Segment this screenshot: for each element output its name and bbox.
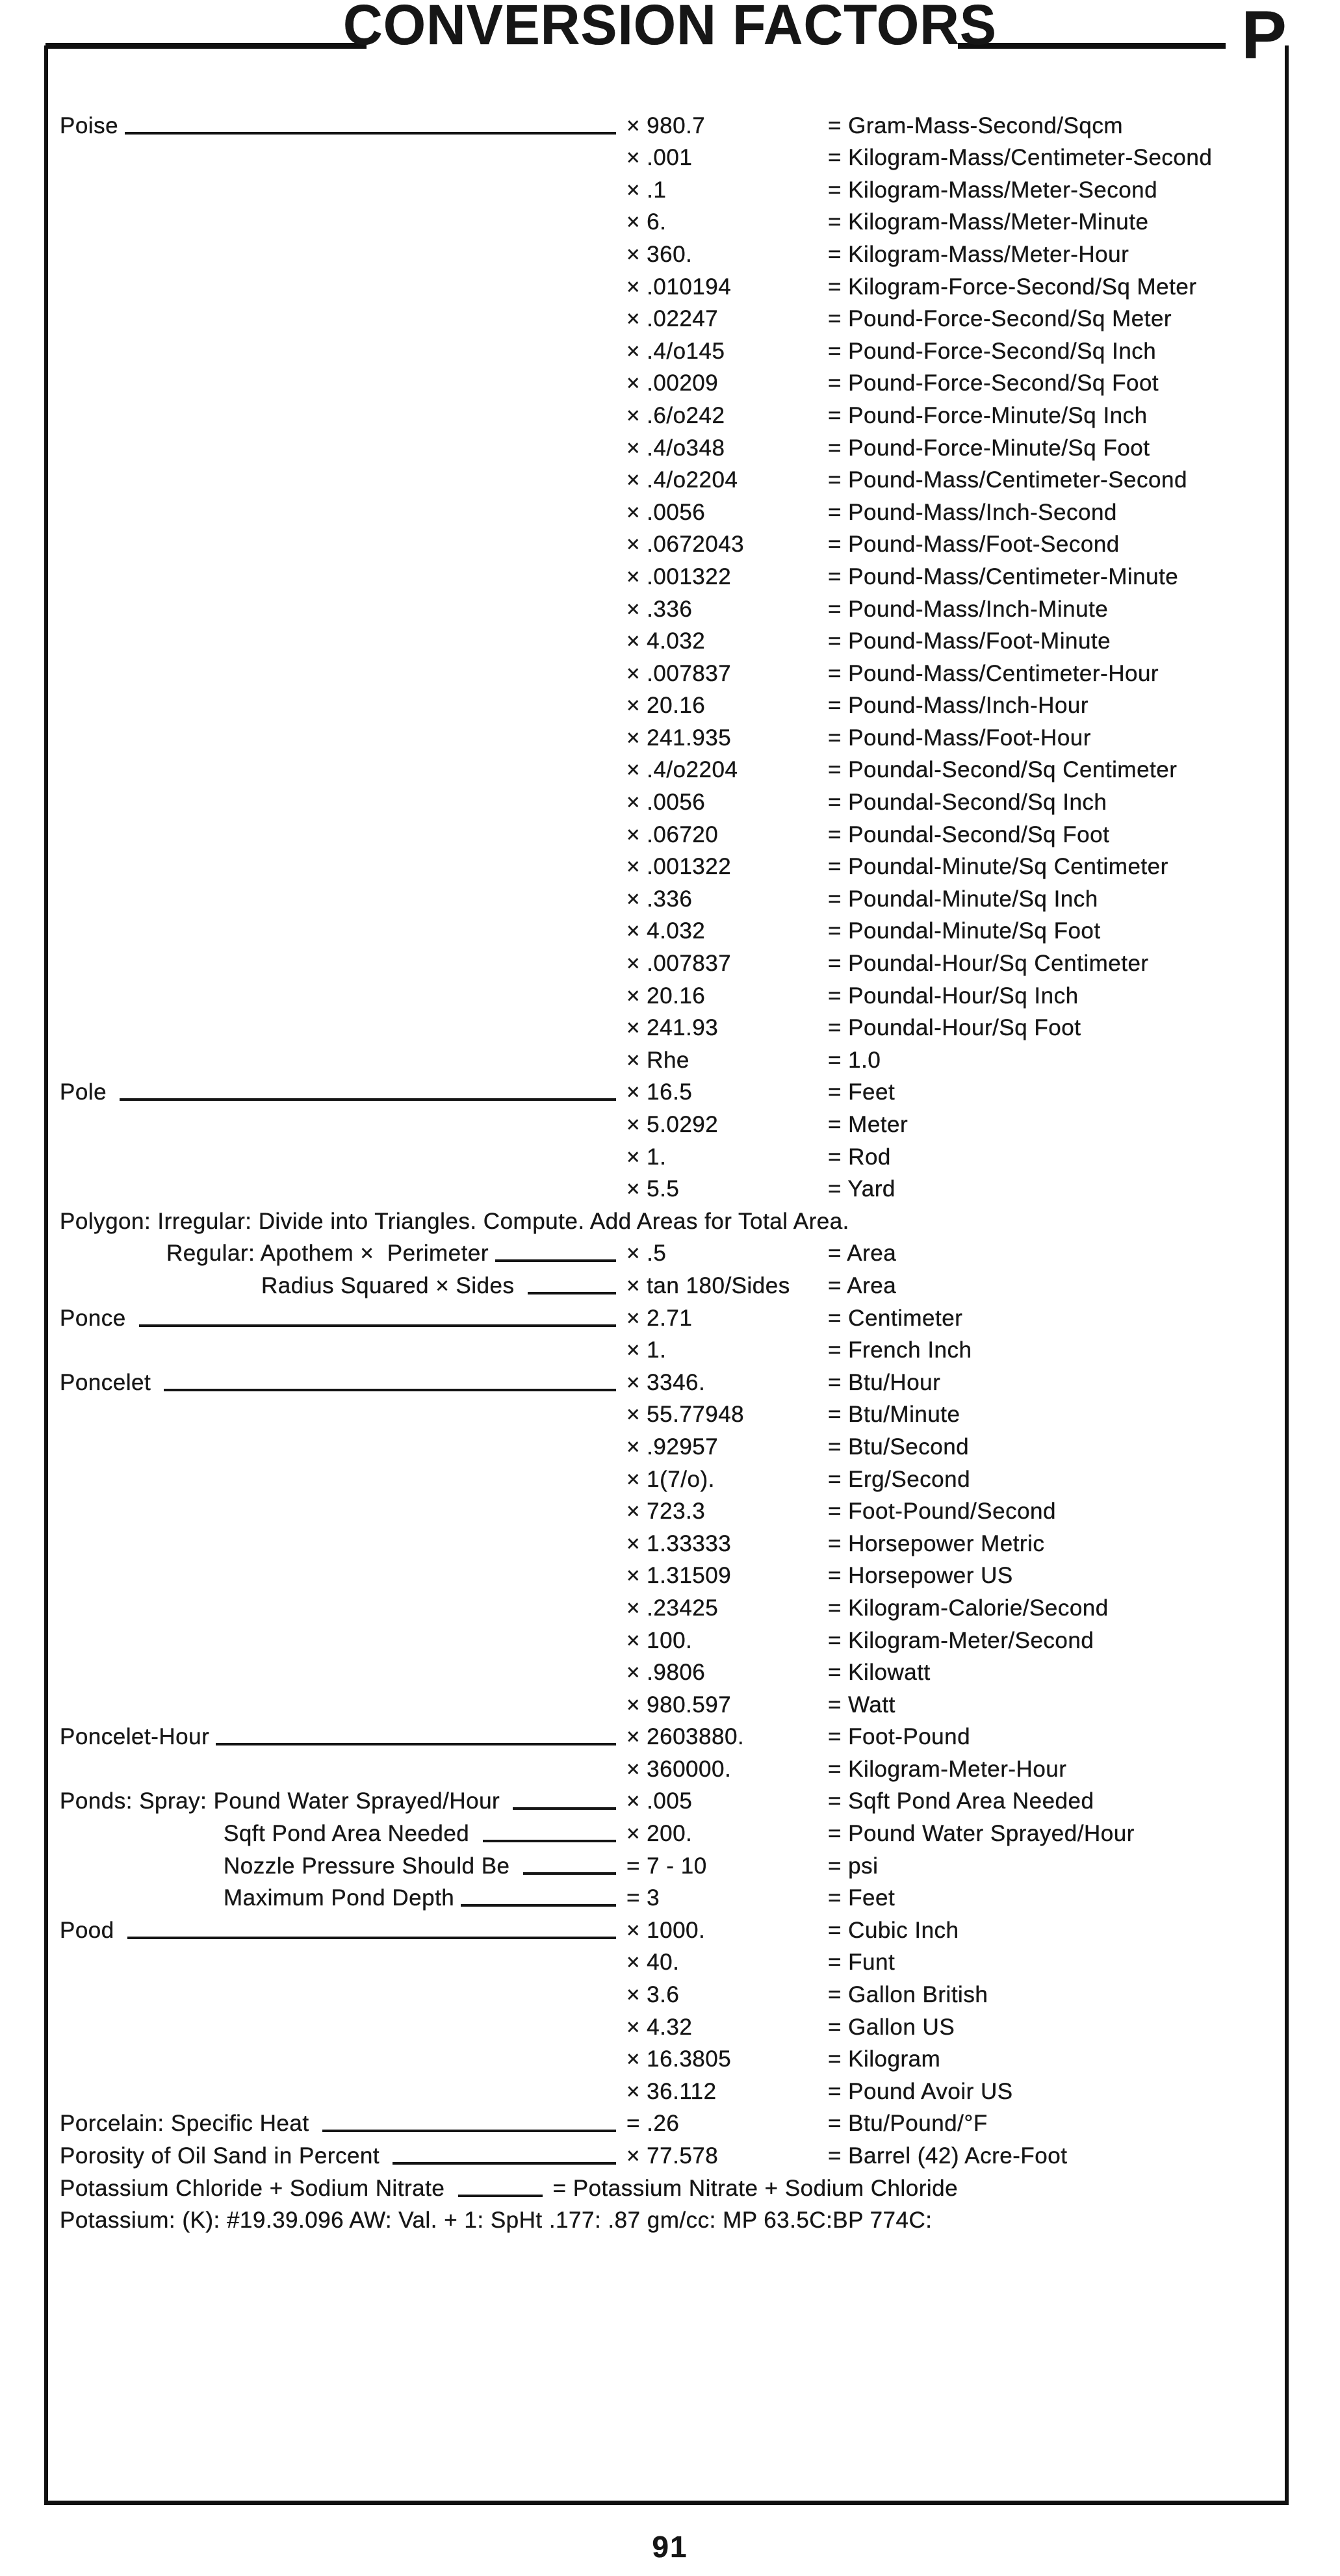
result-value: = Meter bbox=[828, 1112, 908, 1137]
result-value: = Pound-Mass/Foot-Second bbox=[828, 532, 1120, 558]
factor-value: × .005 bbox=[626, 1788, 693, 1814]
result-value: = Poundal-Second/Sq Inch bbox=[828, 790, 1107, 816]
conversion-row bbox=[48, 1333, 1285, 1365]
result-value: = Yard bbox=[828, 1176, 895, 1202]
factor-value: × .0056 bbox=[626, 790, 706, 816]
label-cell bbox=[60, 1916, 626, 1945]
fill-rule bbox=[125, 132, 616, 135]
result-value: = Area bbox=[828, 1272, 897, 1298]
label-cell bbox=[60, 1787, 626, 1816]
conversion-row bbox=[48, 302, 1285, 334]
result-value: = Rod bbox=[828, 1144, 891, 1170]
result-value: = psi bbox=[828, 1853, 879, 1879]
result-value: = Feet bbox=[828, 1079, 895, 1105]
factor-value: × 20.16 bbox=[626, 693, 706, 719]
conversion-row bbox=[48, 1558, 1285, 1591]
factor-value: × 77.578 bbox=[626, 2143, 719, 2169]
result-value: = Barrel (42) Acre-Foot bbox=[828, 2143, 1068, 2169]
fill-rule bbox=[139, 1324, 616, 1327]
conversion-row bbox=[48, 1623, 1285, 1655]
factor-value: × .001322 bbox=[626, 563, 732, 589]
result-value: = Horsepower Metric bbox=[828, 1530, 1045, 1556]
result-value: = Poundal-Minute/Sq Inch bbox=[828, 886, 1098, 912]
factor-value: × 1(7/o). bbox=[626, 1466, 715, 1492]
result-value: = Kilogram-Meter/Second bbox=[828, 1627, 1094, 1653]
conversion-row bbox=[48, 1590, 1285, 1623]
label-cell bbox=[60, 1272, 626, 1300]
result-value: = Pound-Mass/Centimeter-Minute bbox=[828, 563, 1179, 589]
label-cell bbox=[60, 1852, 626, 1881]
label-cell bbox=[60, 1369, 626, 1397]
factor-value: × .02247 bbox=[626, 306, 719, 332]
result-value: = Poundal-Hour/Sq Inch bbox=[828, 983, 1079, 1009]
term-label: Porosity of Oil Sand in Percent bbox=[60, 2143, 387, 2169]
fill-rule bbox=[458, 2195, 543, 2197]
factor-value: × tan 180/Sides bbox=[626, 1272, 790, 1298]
conversion-row bbox=[48, 1011, 1285, 1043]
factor-value: × 6. bbox=[626, 209, 667, 235]
conversion-row bbox=[48, 1365, 1285, 1397]
factor-value: × .6/o242 bbox=[626, 402, 725, 428]
fill-rule bbox=[216, 1743, 616, 1745]
factor-value: × .007837 bbox=[626, 951, 732, 977]
term-label: Maximum Pond Depth bbox=[224, 1885, 455, 1911]
conversion-row bbox=[48, 849, 1285, 882]
fill-rule bbox=[523, 1872, 616, 1875]
result-value: = Poundal-Minute/Sq Foot bbox=[828, 918, 1101, 944]
conversion-row bbox=[48, 269, 1285, 302]
conversion-row bbox=[48, 108, 1285, 140]
term-label: Poise bbox=[60, 112, 119, 138]
conversion-row bbox=[48, 495, 1285, 527]
factor-value: × 4.032 bbox=[626, 918, 706, 944]
term-label: Poncelet bbox=[60, 1369, 158, 1395]
result-value: = Watt bbox=[828, 1692, 895, 1718]
conversion-row bbox=[48, 1397, 1285, 1430]
factor-value: × .001 bbox=[626, 145, 693, 171]
conversion-row bbox=[48, 2009, 1285, 2042]
factor-value: × 980.597 bbox=[626, 1692, 732, 1718]
factor-value: × 5.0292 bbox=[626, 1112, 719, 1137]
conversion-row bbox=[48, 688, 1285, 721]
conversion-row bbox=[48, 1494, 1285, 1526]
result-value: = 1.0 bbox=[828, 1047, 881, 1073]
fill-rule bbox=[495, 1259, 616, 1262]
conversion-row bbox=[48, 398, 1285, 430]
conversion-row bbox=[48, 656, 1285, 688]
term-label: Ponds: Spray: Pound Water Sprayed/Hour bbox=[60, 1788, 507, 1814]
factor-value: × 1.33333 bbox=[626, 1530, 732, 1556]
term-label: Nozzle Pressure Should Be bbox=[224, 1853, 517, 1879]
term-label: Ponce bbox=[60, 1305, 133, 1331]
conversion-row bbox=[48, 978, 1285, 1011]
conversion-row bbox=[48, 527, 1285, 560]
factor-value: × .0056 bbox=[626, 499, 706, 525]
fill-rule bbox=[120, 1098, 616, 1101]
term-label: Poncelet-Hour bbox=[60, 1724, 210, 1750]
result-value: = Btu/Hour bbox=[828, 1369, 941, 1395]
factor-value: × .4/o2204 bbox=[626, 467, 738, 493]
conversion-row bbox=[48, 2074, 1285, 2106]
factor-value: × .4/o145 bbox=[626, 338, 725, 364]
conversion-table bbox=[48, 108, 1285, 2235]
conversion-row bbox=[48, 753, 1285, 785]
term-label: Regular: Apothem × Perimeter bbox=[166, 1241, 489, 1267]
conversion-row bbox=[48, 1977, 1285, 2009]
factor-value: × 3346. bbox=[626, 1369, 706, 1395]
factor-value: × 241.93 bbox=[626, 1015, 719, 1041]
result-value: = Kilogram-Meter-Hour bbox=[828, 1756, 1067, 1782]
conversion-row bbox=[48, 430, 1285, 463]
label-cell bbox=[60, 2109, 626, 2138]
result-value: = Funt bbox=[828, 1950, 895, 1976]
factor-value: × .336 bbox=[626, 596, 693, 622]
factor-value: × 5.5 bbox=[626, 1176, 680, 1202]
conversion-row bbox=[48, 205, 1285, 237]
conversion-row bbox=[48, 1881, 1285, 1913]
content-frame bbox=[44, 45, 1289, 2505]
factor-value: × 200. bbox=[626, 1821, 693, 1847]
fill-rule bbox=[483, 1840, 617, 1842]
conversion-row bbox=[48, 2042, 1285, 2074]
result-value: = Potassium Nitrate + Sodium Chloride bbox=[552, 2175, 959, 2201]
conversion-row bbox=[48, 463, 1285, 495]
conversion-row bbox=[48, 946, 1285, 978]
factor-value: × 1.31509 bbox=[626, 1563, 732, 1589]
label-cell bbox=[60, 1239, 626, 1268]
factor-value: × 100. bbox=[626, 1627, 693, 1653]
conversion-row bbox=[48, 2106, 1285, 2139]
result-value: = Area bbox=[828, 1241, 897, 1267]
result-value: = Poundal-Hour/Sq Foot bbox=[828, 1015, 1081, 1041]
factor-value: × 241.935 bbox=[626, 725, 732, 751]
fill-rule bbox=[393, 2162, 616, 2165]
factor-value: × 723.3 bbox=[626, 1499, 706, 1525]
term-label: Pole bbox=[60, 1079, 114, 1105]
conversion-row bbox=[48, 366, 1285, 398]
result-value: = Pound-Force-Minute/Sq Foot bbox=[828, 435, 1150, 461]
fill-rule bbox=[164, 1389, 616, 1391]
result-value: = Pound-Mass/Inch-Second bbox=[828, 499, 1117, 525]
factor-value: × 20.16 bbox=[626, 983, 706, 1009]
factor-value: × Rhe bbox=[626, 1047, 689, 1073]
result-value: = Gallon British bbox=[828, 1982, 988, 2008]
result-value: = Pound-Force-Second/Sq Meter bbox=[828, 306, 1172, 332]
result-value: = Poundal-Hour/Sq Centimeter bbox=[828, 951, 1149, 977]
page-title: CONVERSION FACTORS bbox=[343, 0, 997, 57]
result-value: = Kilogram-Mass/Meter-Minute bbox=[828, 209, 1149, 235]
result-value: = Pound-Force-Second/Sq Inch bbox=[828, 338, 1157, 364]
term-label: Radius Squared × Sides bbox=[261, 1272, 521, 1298]
result-value: = Centimeter bbox=[828, 1305, 963, 1331]
conversion-row bbox=[48, 1913, 1285, 1945]
conversion-row bbox=[48, 1816, 1285, 1848]
factor-value: × .23425 bbox=[626, 1595, 719, 1621]
factor-value: × 55.77948 bbox=[626, 1402, 745, 1428]
conversion-row bbox=[48, 1139, 1285, 1172]
factor-value: × 4.032 bbox=[626, 628, 706, 654]
factor-value: × .007837 bbox=[626, 660, 732, 686]
conversion-row bbox=[48, 591, 1285, 624]
result-value: = Pound-Mass/Foot-Hour bbox=[828, 725, 1091, 751]
result-value: = Erg/Second bbox=[828, 1466, 971, 1492]
factor-value: × .4/o2204 bbox=[626, 757, 738, 783]
result-value: = Pound-Mass/Centimeter-Hour bbox=[828, 660, 1159, 686]
factor-value: = 3 bbox=[626, 1885, 660, 1911]
conversion-row bbox=[48, 1300, 1285, 1333]
term-label: Porcelain: Specific Heat bbox=[60, 2111, 316, 2137]
result-value: = Poundal-Minute/Sq Centimeter bbox=[828, 854, 1168, 880]
note-row bbox=[48, 1204, 1285, 1236]
conversion-row bbox=[48, 140, 1285, 173]
conversion-row bbox=[48, 559, 1285, 591]
factor-value: × 360000. bbox=[626, 1756, 732, 1782]
conversion-row bbox=[48, 784, 1285, 817]
conversion-row bbox=[48, 1462, 1285, 1494]
factor-value: × 980.7 bbox=[626, 112, 706, 138]
result-value: = Feet bbox=[828, 1885, 895, 1911]
conversion-row bbox=[48, 1075, 1285, 1107]
result-value: = Foot-Pound/Second bbox=[828, 1499, 1056, 1525]
factor-value: × 3.6 bbox=[626, 1982, 680, 2008]
fill-rule bbox=[322, 2130, 616, 2132]
conversion-row bbox=[48, 817, 1285, 849]
conversion-row bbox=[48, 1687, 1285, 1719]
term-label: Sqft Pond Area Needed bbox=[224, 1821, 476, 1847]
term-label: Pood bbox=[60, 1917, 121, 1943]
result-value: = Kilogram-Mass/Meter-Hour bbox=[828, 241, 1129, 267]
factor-value: × 2603880. bbox=[626, 1724, 745, 1750]
result-value: = Btu/Second bbox=[828, 1434, 970, 1460]
factor-value: × 16.5 bbox=[626, 1079, 693, 1105]
result-value: = Gallon US bbox=[828, 2014, 955, 2040]
result-value: = Pound-Force-Second/Sq Foot bbox=[828, 370, 1159, 396]
result-value: = Horsepower US bbox=[828, 1563, 1013, 1589]
factor-value: × 1. bbox=[626, 1144, 667, 1170]
result-value: = Pound Avoir US bbox=[828, 2078, 1013, 2104]
conversion-row bbox=[48, 333, 1285, 366]
conversion-row bbox=[48, 1945, 1285, 1977]
factor-value: × .1 bbox=[626, 177, 667, 203]
result-value: = Btu/Minute bbox=[828, 1402, 960, 1428]
conversion-row bbox=[48, 1236, 1285, 1269]
conversion-row bbox=[48, 172, 1285, 205]
conversion-row bbox=[48, 2138, 1285, 2170]
factor-value: × .5 bbox=[626, 1241, 667, 1267]
result-value: = French Inch bbox=[828, 1337, 972, 1363]
note-row bbox=[48, 2203, 1285, 2235]
factor-value: × .001322 bbox=[626, 854, 732, 880]
factor-value: × 4.32 bbox=[626, 2014, 693, 2040]
conversion-row bbox=[48, 1042, 1285, 1075]
result-value: = Pound-Mass/Inch-Hour bbox=[828, 693, 1089, 719]
factor-value: × 16.3805 bbox=[626, 2046, 732, 2072]
label-cell bbox=[60, 1884, 626, 1913]
result-value: = Kilogram-Mass/Centimeter-Second bbox=[828, 145, 1213, 171]
result-value: = Kilogram bbox=[828, 2046, 941, 2072]
conversion-row bbox=[48, 1429, 1285, 1462]
result-value: = Kilowatt bbox=[828, 1660, 931, 1686]
factor-value: = 7 - 10 bbox=[626, 1853, 707, 1879]
fill-rule bbox=[461, 1904, 616, 1907]
conversion-row bbox=[48, 720, 1285, 753]
fill-rule bbox=[528, 1292, 616, 1294]
factor-value: × .336 bbox=[626, 886, 693, 912]
result-value: = Cubic Inch bbox=[828, 1917, 959, 1943]
label-cell bbox=[60, 1723, 626, 1751]
result-value: = Pound-Mass/Foot-Minute bbox=[828, 628, 1111, 654]
label-cell bbox=[60, 112, 626, 140]
conversion-row bbox=[48, 1107, 1285, 1139]
conversion-row bbox=[48, 1268, 1285, 1300]
factor-value: × 36.112 bbox=[626, 2078, 717, 2104]
conversion-row bbox=[48, 624, 1285, 656]
conversion-row bbox=[48, 1526, 1285, 1558]
fill-rule bbox=[513, 1807, 616, 1810]
page-number: 91 bbox=[652, 2530, 688, 2564]
result-value: = Foot-Pound bbox=[828, 1724, 971, 1750]
factor-value: × .00209 bbox=[626, 370, 719, 396]
row-text: Potassium: (K): #19.39.096 AW: Val. + 1: SpHt .177: .87 gm/cc: MP 63.5C:BP 774C: bbox=[60, 2208, 933, 2234]
result-value: = Sqft Pond Area Needed bbox=[828, 1788, 1094, 1814]
conversion-row bbox=[48, 1172, 1285, 1204]
factor-value: × 1000. bbox=[626, 1917, 706, 1943]
result-value: = Btu/Pound/°F bbox=[828, 2111, 988, 2137]
factor-value: × .92957 bbox=[626, 1434, 719, 1460]
section-letter: P bbox=[1241, 0, 1287, 73]
factor-value: × .010194 bbox=[626, 274, 732, 300]
result-value: = Pound Water Sprayed/Hour bbox=[828, 1821, 1135, 1847]
label-cell bbox=[60, 1820, 626, 1848]
conversion-row bbox=[48, 1784, 1285, 1816]
factor-value: × 1. bbox=[626, 1337, 667, 1363]
label-cell bbox=[60, 1304, 626, 1333]
conversion-row bbox=[48, 237, 1285, 269]
conversion-row bbox=[48, 881, 1285, 914]
result-value: = Kilogram-Mass/Meter-Second bbox=[828, 177, 1158, 203]
result-value: = Pound-Force-Minute/Sq Inch bbox=[828, 402, 1148, 428]
label-cell bbox=[60, 1078, 626, 1107]
conversion-row bbox=[48, 1848, 1285, 1881]
result-value: = Kilogram-Calorie/Second bbox=[828, 1595, 1109, 1621]
factor-value: × 2.71 bbox=[626, 1305, 693, 1331]
result-value: = Gram-Mass-Second/Sqcm bbox=[828, 112, 1123, 138]
fill-rule bbox=[127, 1937, 616, 1939]
label-cell bbox=[60, 2142, 626, 2170]
conversion-row bbox=[48, 914, 1285, 946]
factor-value: × .4/o348 bbox=[626, 435, 725, 461]
factor-value: × .9806 bbox=[626, 1660, 706, 1686]
result-value: = Kilogram-Force-Second/Sq Meter bbox=[828, 274, 1197, 300]
result-value: = Poundal-Second/Sq Foot bbox=[828, 821, 1110, 847]
factor-value: = .26 bbox=[626, 2111, 680, 2137]
result-value: = Pound-Mass/Inch-Minute bbox=[828, 596, 1109, 622]
conversion-row bbox=[48, 2170, 1285, 2203]
conversion-row bbox=[48, 1655, 1285, 1688]
factor-value: × 40. bbox=[626, 1950, 680, 1976]
factor-value: × .06720 bbox=[626, 821, 719, 847]
result-value: = Pound-Mass/Centimeter-Second bbox=[828, 467, 1187, 493]
factor-value: × .0672043 bbox=[626, 532, 745, 558]
result-value: = Poundal-Second/Sq Centimeter bbox=[828, 757, 1178, 783]
conversion-row bbox=[48, 1719, 1285, 1752]
conversion-row bbox=[48, 1751, 1285, 1784]
row-text: Polygon: Irregular: Divide into Triangles. Compute. Add Areas for Total Area. bbox=[60, 1208, 849, 1234]
term-label: Potassium Chloride + Sodium Nitrate bbox=[60, 2175, 452, 2201]
factor-value: × 360. bbox=[626, 241, 693, 267]
